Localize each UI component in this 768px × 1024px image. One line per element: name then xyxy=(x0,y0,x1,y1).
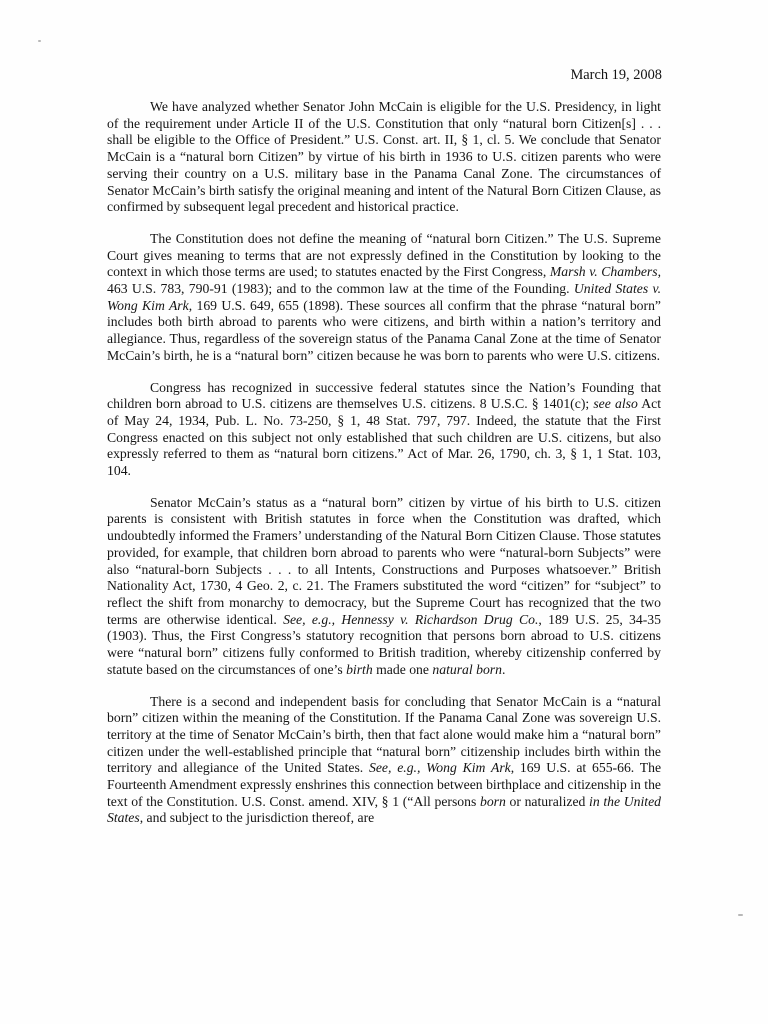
paragraph xyxy=(107,99,661,216)
paragraph xyxy=(107,380,661,480)
text-run: or naturalized xyxy=(505,793,590,809)
document-date: March 19, 2008 xyxy=(570,67,662,83)
text-run: made one xyxy=(372,661,433,677)
text-run: Act of May 24, 1934, Pub. L. No. 73-250, § 1, 48 Stat. 797, 797. Indeed, the statute that the First Congress enacted on this subject not only established that such children are U.S. citizens, but also expressly referred to them as “natural born citizens.” Act of Mar. 26, 1790, ch. 3, § 1, 1 Stat. 103, 104. xyxy=(107,396,662,479)
italic-text-run: in the United States xyxy=(107,793,661,826)
italic-text-run: Marsh v. Chambers xyxy=(549,264,658,280)
text-run: Senator McCain’s status as a “natural born” citizen by virtue of his birth to U.S. citizen parents is consistent with British statutes in force when the Constitution was drafted, which undoubtedly informed the Framers’ understanding of the Natural Born Citizen Clause. Those statutes provided, for example, that children born abroad to parents who were “natural-born Subjects” were also “natural-born Subjects . . . to all Intents, Constructions and Purposes whatsoever.” British Nationality Act, 1730, 4 Geo. 2, c. 21. The Framers substituted the word “citizen” for “subject” to reflect the shift from monarchy to democracy, but the Supreme Court has recognized that the two terms are otherwise identical. xyxy=(107,494,661,627)
scan-artifact-mark xyxy=(38,40,41,42)
paragraph xyxy=(107,495,661,679)
scan-artifact-mark xyxy=(738,914,743,916)
italic-text-run: born xyxy=(479,793,506,809)
text-run: Congress has recognized in successive federal statutes since the Nation’s Founding that children born abroad to U.S. citizens are themselves U.S. citizens. 8 U.S.C. § 1401(c); xyxy=(107,379,661,412)
italic-text-run: birth xyxy=(346,661,373,677)
text-run: , 463 U.S. 783, 790-91 (1983); and to the common law at the time of the Founding. xyxy=(107,264,661,297)
text-run: , 169 U.S. 649, 655 (1898). These sources all confirm that the phrase “natural born” includes both birth abroad to parents who were citizens, and birth within a nation’s territory and allegiance. Thus, regardless of the sovereign status of the Panama Canal Zone at the time of Senator McCain’s birth, he is a “natural born” citizen because he was born to parents who were U.S. citizens. xyxy=(107,297,661,363)
italic-text-run: See, e.g., Hennessy v. Richardson Drug Co. xyxy=(283,611,539,627)
text-run: There is a second and independent basis for concluding that Senator McCain is a “natural born” citizen within the meaning of the Constitution. If the Panama Canal Zone was sovereign U.S. territory at the time of Senator McCain’s birth, then that fact alone would make him a “natural born” citizen under the well-established principle that “natural born” citizenship includes birth within the territory and allegiance of the United States. xyxy=(107,693,661,776)
text-run: , 169 U.S. at 655-66. The Fourteenth Amendment expressly enshrines this connection between birthplace and citizenship in the text of the Constitution. U.S. Const. amend. XIV, § 1 (“All persons xyxy=(107,760,662,809)
paragraph xyxy=(107,231,661,365)
text-run: , 189 U.S. 25, 34-35 (1903). Thus, the First Congress’s statutory recognition that persons born abroad to U.S. citizens were “natural born” citizens fully conformed to British tradition, whereby citizenship conferred by statute based on the circumstances of one’s xyxy=(107,611,661,677)
italic-text-run: natural born xyxy=(432,661,502,677)
text-run: The Constitution does not define the meaning of “natural born Citizen.” The U.S. Supreme Court gives meaning to terms that are not expressly defined in the Constitution by looking to the context in which those terms are used; to statutes enacted by the First Congress, xyxy=(107,230,661,280)
italic-text-run: United States v. Wong Kim Ark xyxy=(107,281,661,313)
text-run: , and subject to the jurisdiction thereof, are xyxy=(139,810,375,826)
text-run: . xyxy=(501,661,506,677)
document-body xyxy=(107,99,661,827)
paragraph xyxy=(107,694,661,828)
italic-text-run: see also xyxy=(593,396,638,412)
text-run: We have analyzed whether Senator John McCain is eligible for the U.S. Presidency, in light of the requirement under Article II of the U.S. Constitution that only “natural born Citizen[s] . . . shall be eligible to the Office of President.” U.S. Const. art. II, § 1, cl. 5. We conclude that Senator McCain is a “natural born Citizen” by virtue of his birth in 1936 to U.S. citizen parents who were serving their country on a U.S. military base in the Panama Canal Zone. The circumstances of Senator McCain’s birth satisfy the original meaning and intent of the Natural Born Citizen Clause, as confirmed by subsequent legal precedent and historical practice. xyxy=(107,99,661,215)
italic-text-run: See, e.g., Wong Kim Ark xyxy=(369,760,511,776)
